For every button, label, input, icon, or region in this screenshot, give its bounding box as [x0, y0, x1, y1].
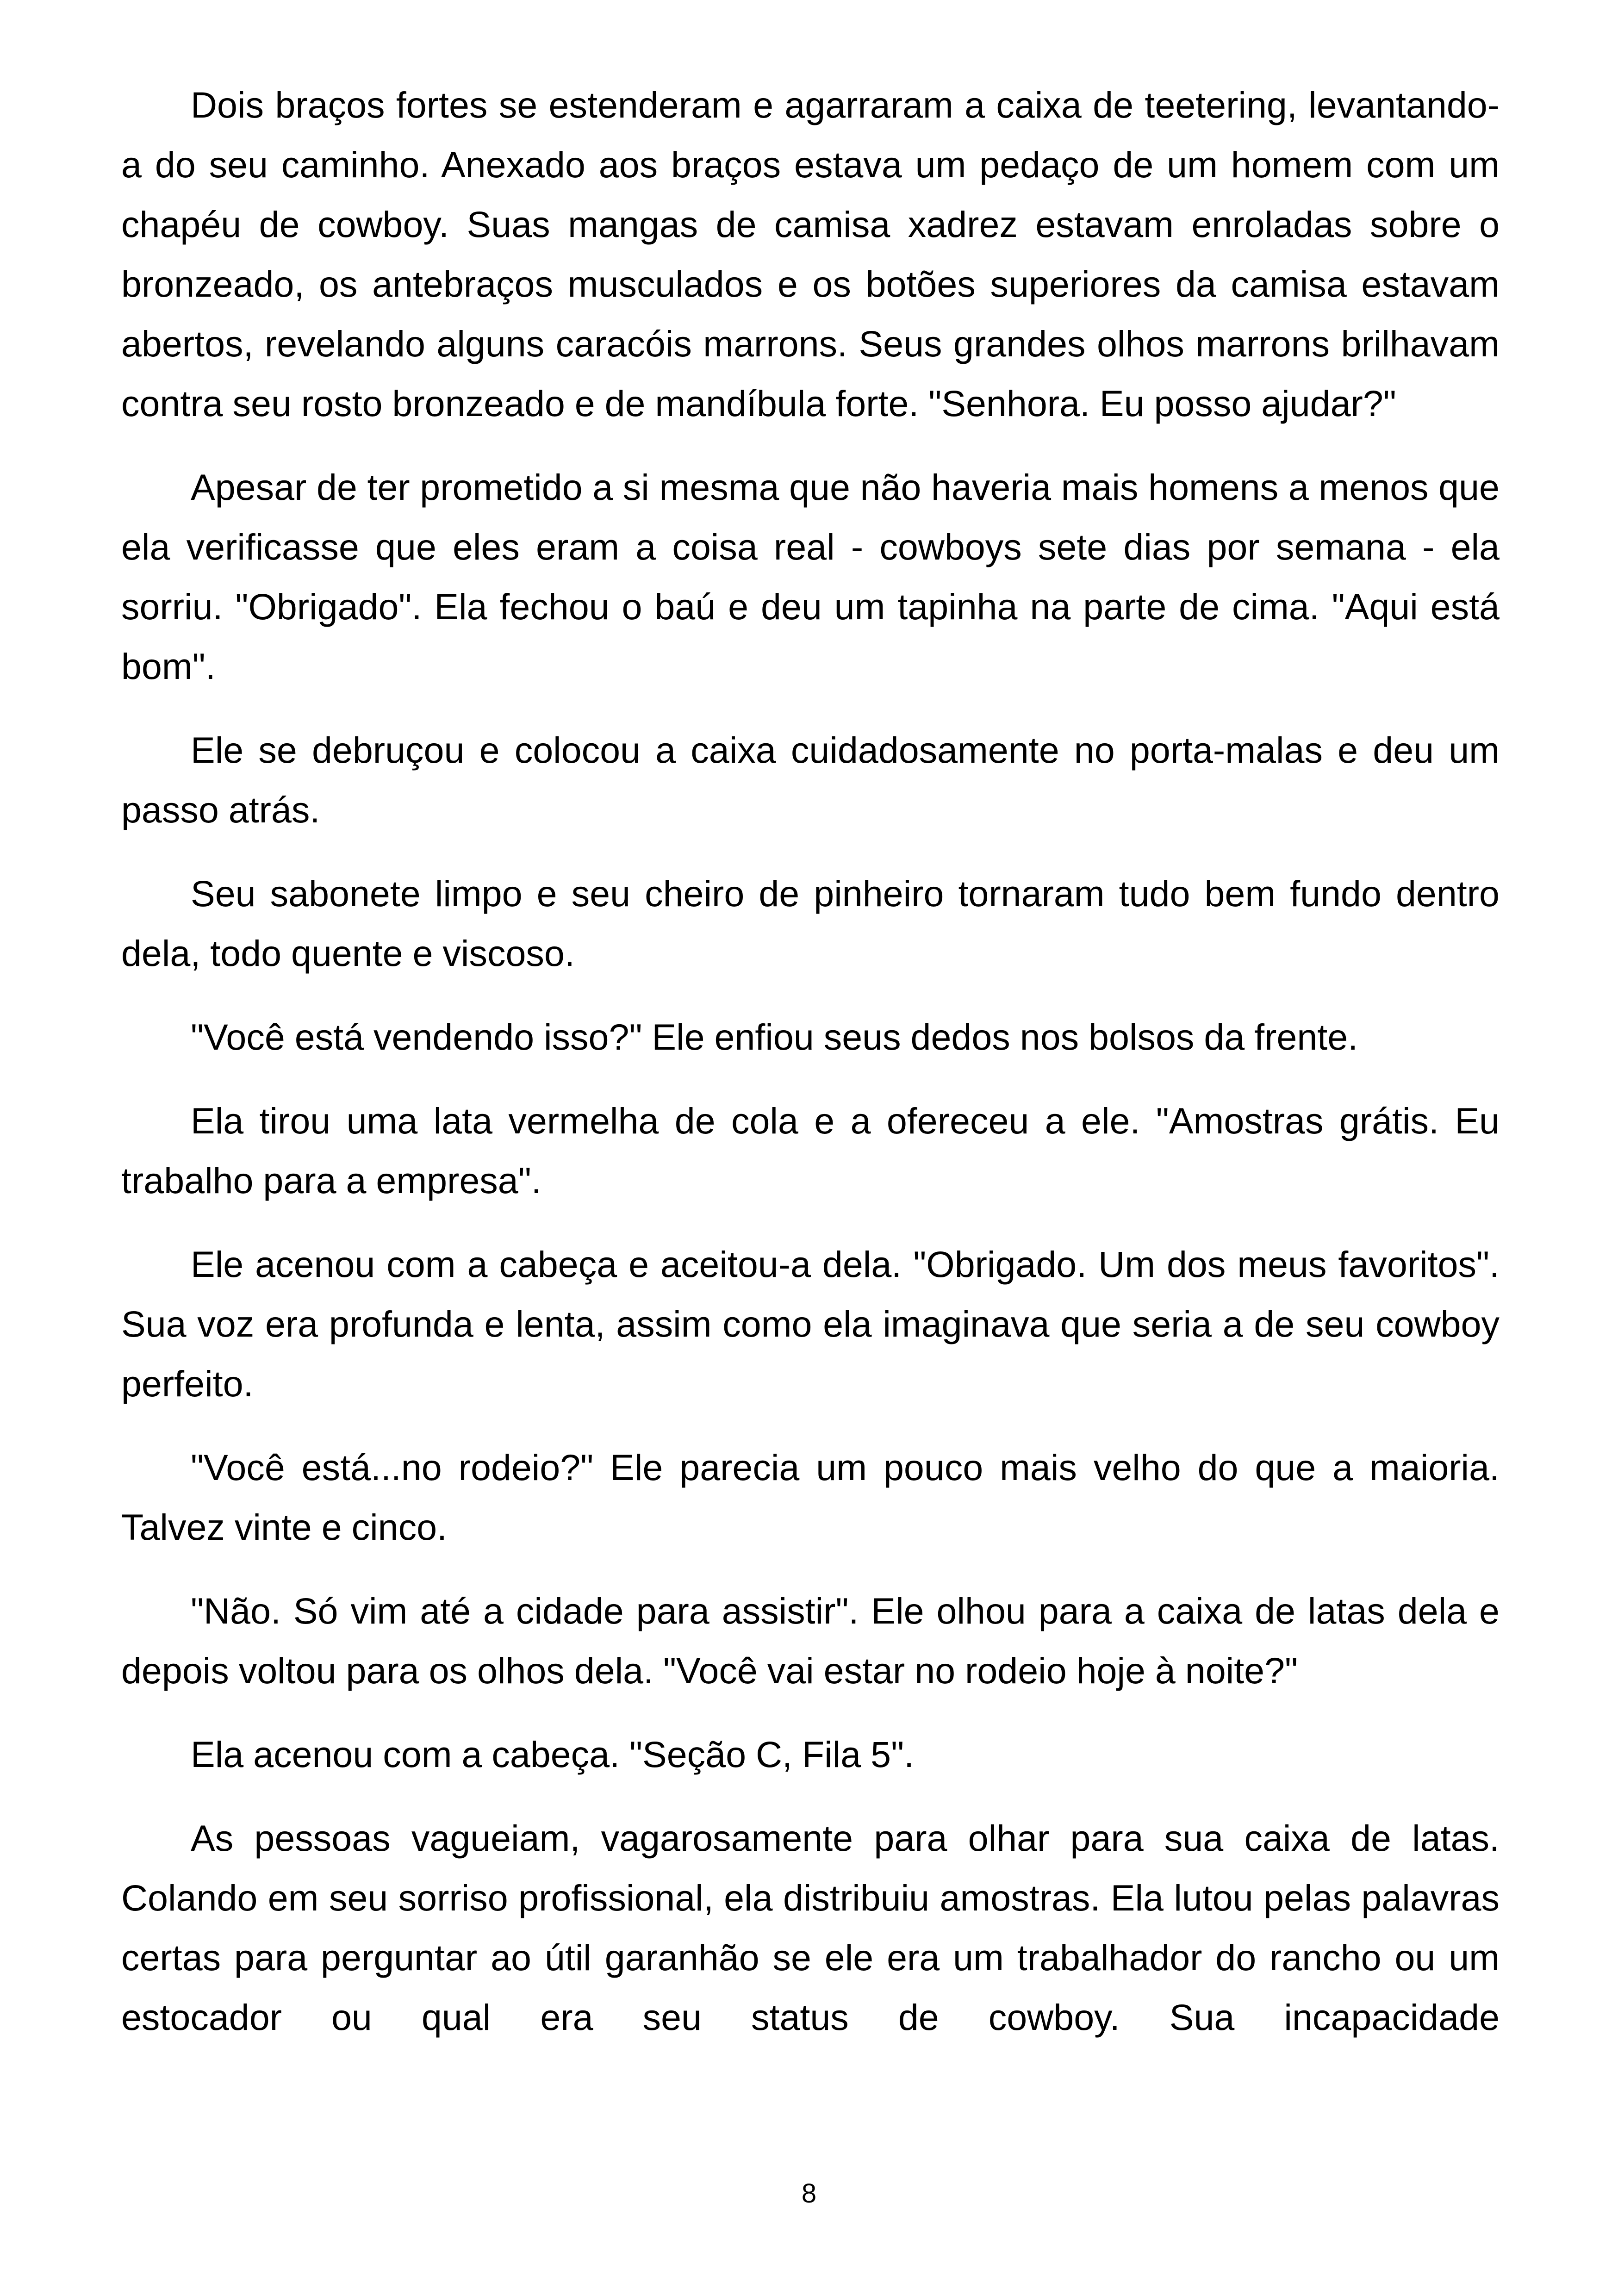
- paragraph: Ela acenou com a cabeça. "Seção C, Fila 5".: [191, 1734, 915, 1775]
- paragraph: "Você está vendendo isso?" Ele enfiou seus dedos nos bolsos da frente.: [191, 1016, 1358, 1058]
- paragraph: "Você está...no rodeio?" Ele parecia um pouco mais velho do que a maioria. Talvez vinte e cinco.: [121, 1447, 1500, 1548]
- paragraph: Apesar de ter prometido a si mesma que não haveria mais homens a menos que ela verificasse que eles eram a coisa real - cowboys sete dias por semana - ela sorriu. "Obrigado". Ela fechou o baú e deu um tapinha na parte de cima. "Aqui está bom".: [121, 467, 1500, 687]
- paragraph: "Não. Só vim até a cidade para assistir". Ele olhou para a caixa de latas dela e depois voltou para os olhos dela. "Você vai estar no rodeio hoje à noite?": [121, 1590, 1500, 1691]
- page-number: 8: [801, 2178, 817, 2209]
- paragraph: Ele se debruçou e colocou a caixa cuidadosamente no porta-malas e deu um passo atrás.: [121, 729, 1500, 830]
- paragraph: Seu sabonete limpo e seu cheiro de pinheiro tornaram tudo bem fundo dentro dela, todo quente e viscoso.: [121, 873, 1500, 974]
- paragraph: Dois braços fortes se estenderam e agarraram a caixa de teetering, levantando-a do seu caminho. Anexado aos braços estava um pedaço de um homem com um chapéu de cowboy. Suas mangas de camisa xadrez estavam enroladas sobre o bronzeado, os antebraços musculados e os botões superiores da camisa estavam abertos, revelando alguns caracóis marrons. Seus grandes olhos marrons brilhavam contra seu rosto bronzeado e de mandíbula forte. "Senhora. Eu posso ajudar?": [121, 84, 1500, 424]
- paragraph: Ela tirou uma lata vermelha de cola e a ofereceu a ele. "Amostras grátis. Eu trabalho para a empresa".: [121, 1100, 1500, 1201]
- paragraph: Ele acenou com a cabeça e aceitou-a dela. "Obrigado. Um dos meus favoritos". Sua voz era profunda e lenta, assim como ela imaginava que seria a de seu cowboy perfeito.: [121, 1244, 1500, 1404]
- body-text: [121, 75, 1500, 2047]
- paragraph: As pessoas vagueiam, vagarosamente para olhar para sua caixa de latas. Colando em seu sorriso profissional, ela distribuiu amostras. Ela lutou pelas palavras certas para perguntar ao útil garanhão se ele era um trabalhador do rancho ou um estocador ou qual era seu status de cowboy. Sua incapacidade: [121, 1817, 1500, 2038]
